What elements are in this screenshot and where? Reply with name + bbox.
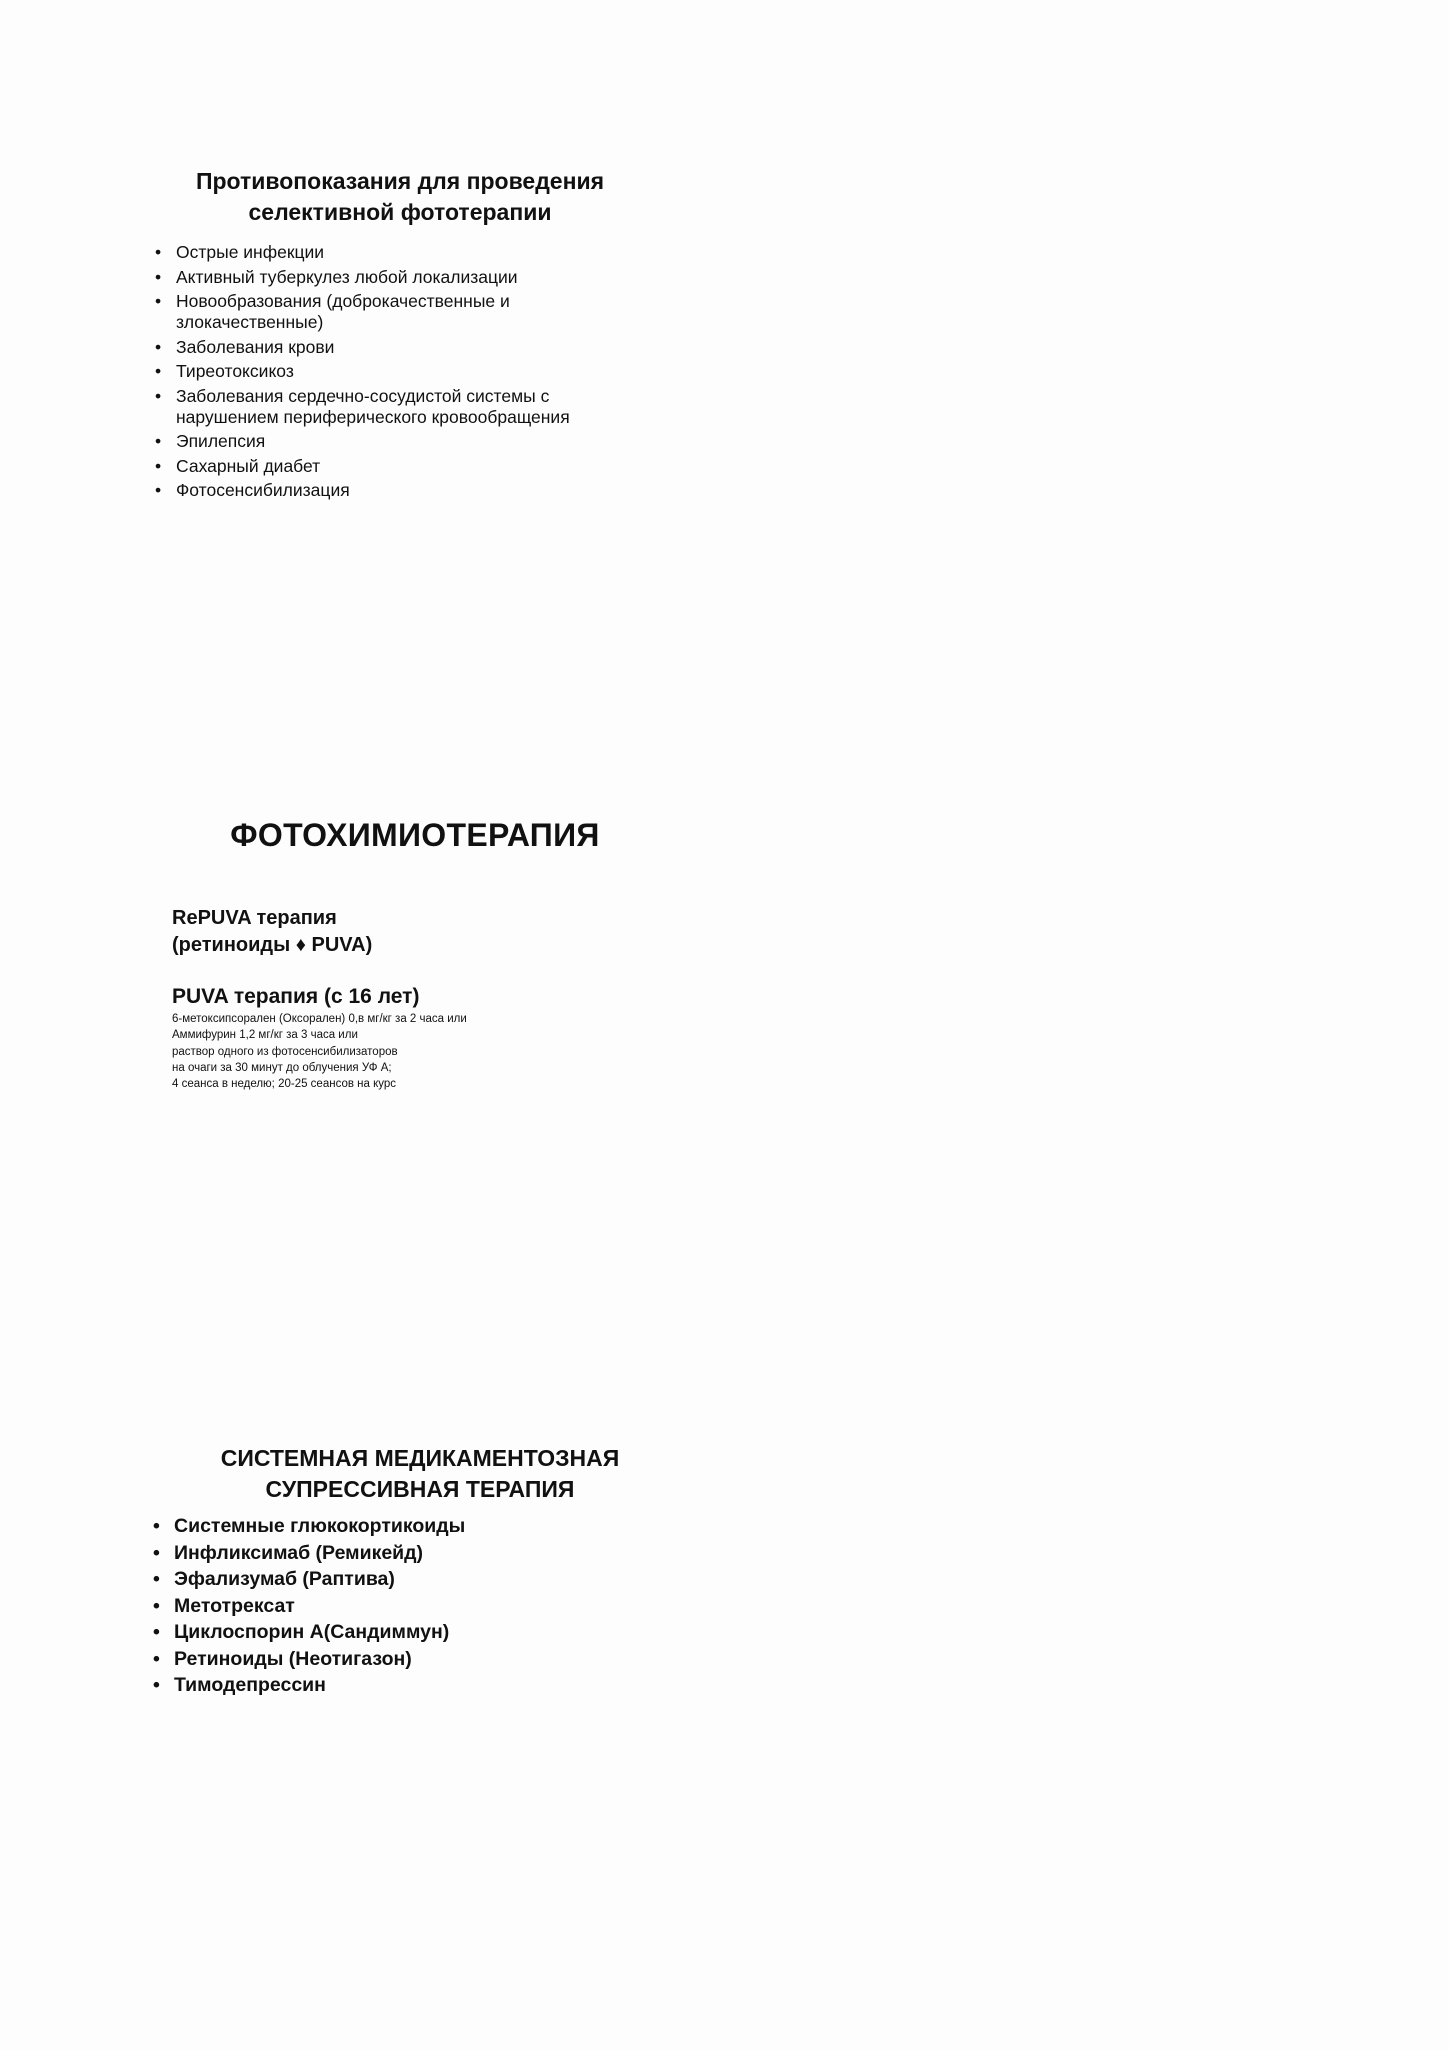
bullet-icon: • (155, 242, 162, 262)
bullet-icon: • (155, 336, 162, 357)
contraindications-title-line2: селективной фототерапии (248, 199, 552, 225)
list-item (155, 361, 625, 382)
puva-heading: PUVA терапия (с 16 лет) (172, 985, 420, 1008)
bullet-icon: • (155, 431, 162, 451)
list-item-text: Фотосенсибилизация (176, 480, 350, 500)
contraindications-title-line1: Противопоказания для проведения (195, 168, 605, 194)
bullet-icon: • (155, 385, 162, 406)
repuva-line1: RePUVA терапия (172, 907, 337, 929)
photochemotherapy-title: ФОТОХИМИОТЕРАПИЯ (230, 817, 600, 853)
repuva-heading (172, 905, 372, 959)
systemic-therapy-title-line2: СУПРЕССИВНАЯ ТЕРАПИЯ (265, 1476, 575, 1502)
repuva-line2: (ретиноиды ♦ PUVA) (172, 934, 373, 956)
bullet-icon: • (155, 480, 162, 500)
list-item (155, 267, 625, 288)
bullet-icon: • (155, 291, 162, 311)
puva-details (172, 1011, 467, 1092)
puva-detail-line: 4 сеанса в неделю; 20-25 сеансов на курс (172, 1078, 397, 1091)
list-item-text: Системные глюкокортикоиды (174, 1515, 466, 1537)
list-item (155, 337, 625, 358)
bullet-icon: • (155, 361, 162, 381)
systemic-therapy-list (153, 1513, 623, 1699)
list-item-text: Острые инфекции (176, 242, 325, 262)
list-item (155, 456, 625, 477)
bullet-icon: • (153, 1674, 160, 1696)
list-item-text: Инфликсимаб (Ремикейд) (174, 1541, 424, 1564)
puva-detail-line: 6-метоксипсорален (Оксорален) 0,в мг/кг за 2 часа или (172, 1013, 467, 1025)
list-item-text: Тимодепрессин (174, 1674, 326, 1696)
bullet-icon: • (153, 1647, 160, 1670)
list-item (153, 1593, 623, 1620)
list-item (153, 1513, 623, 1540)
list-item-text: Заболевания сердечно-сосудистой системы с нарушением периферического кровообращения (176, 385, 570, 427)
list-item-text: Метотрексат (174, 1594, 295, 1617)
list-item-text: Заболевания крови (176, 336, 335, 357)
list-item-text: Ретиноиды (Неотигазон) (174, 1647, 412, 1670)
list-item-text: Активный туберкулез любой локализации (176, 266, 518, 287)
list-item-text: Новообразования (доброкачественные и злокачественные) (176, 291, 510, 332)
list-item-text: Эфализумаб (Раптива) (174, 1568, 395, 1590)
list-item-text: Циклоспорин А(Сандиммун) (174, 1621, 450, 1643)
list-item (155, 291, 625, 333)
list-item (155, 480, 625, 501)
list-item-text: Эпилепсия (176, 431, 266, 451)
list-item (153, 1540, 623, 1567)
list-item (155, 386, 625, 428)
bullet-icon: • (153, 1568, 160, 1590)
bullet-icon: • (153, 1594, 160, 1617)
contraindications-title (160, 166, 640, 228)
bullet-icon: • (155, 455, 162, 476)
list-item (153, 1619, 623, 1646)
list-item (153, 1646, 623, 1673)
list-item-text: Тиреотоксикоз (176, 361, 294, 381)
bullet-icon: • (153, 1515, 160, 1537)
contraindications-list (155, 242, 625, 505)
puva-detail-line: Аммифурин 1,2 мг/кг за 3 часа или (172, 1029, 358, 1042)
list-item-text: Сахарный диабет (176, 455, 321, 476)
bullet-icon: • (155, 266, 162, 287)
list-item (153, 1566, 623, 1593)
bullet-icon: • (153, 1541, 160, 1564)
bullet-icon: • (153, 1621, 160, 1643)
list-item (155, 431, 625, 452)
puva-detail-line: на очаги за 30 минут до облучения УФ А; (172, 1061, 392, 1074)
list-item (155, 242, 625, 263)
systemic-therapy-title (160, 1443, 680, 1505)
systemic-therapy-title-line1: СИСТЕМНАЯ МЕДИКАМЕНТОЗНАЯ (220, 1445, 620, 1471)
list-item (153, 1672, 623, 1699)
puva-detail-line: раствор одного из фотосенсибилизаторов (172, 1045, 398, 1058)
